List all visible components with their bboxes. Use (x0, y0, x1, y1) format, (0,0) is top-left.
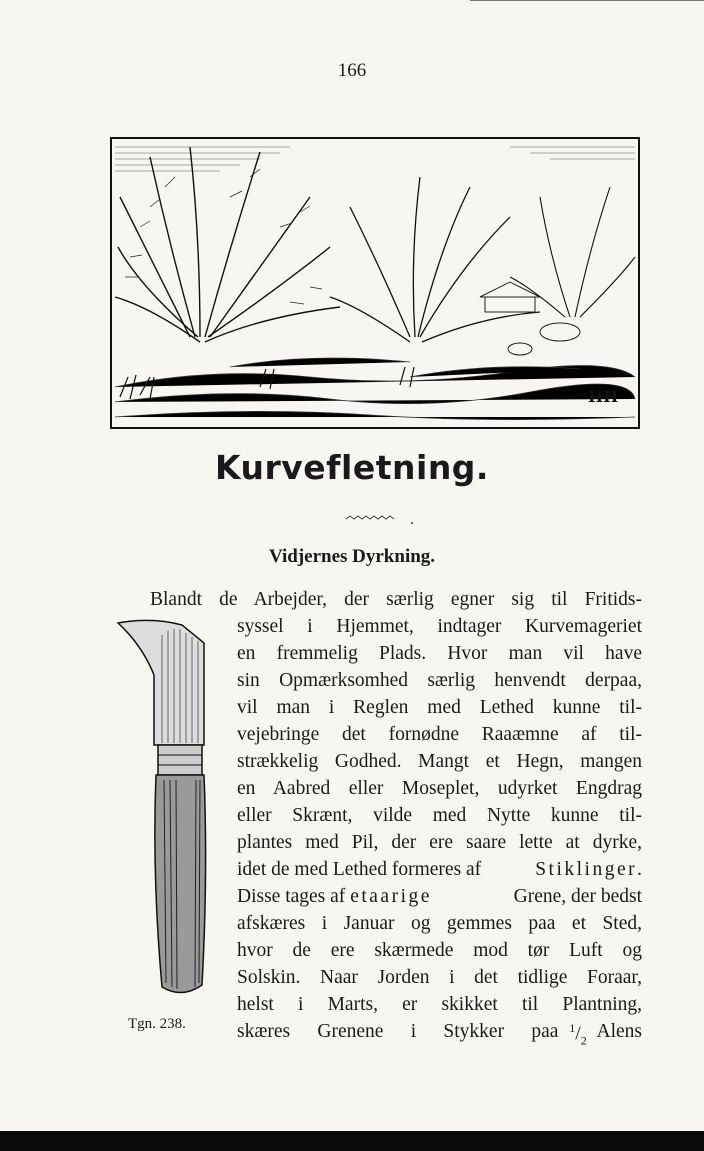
body-line: en Aabred eller Moseplet, udyrket Engdrag (237, 778, 642, 799)
chapter-title: Kurvefletning. (215, 448, 489, 487)
body-line: plantes med Pil, der ere saare lette at dyrke, (237, 832, 642, 853)
body-line (237, 887, 642, 907)
body-line: en fremmelig Plads. Hvor man vil have (237, 643, 642, 664)
top-edge-rule (470, 0, 704, 1)
body-line: vil man i Reglen med Lethed kunne til- (237, 697, 642, 718)
body-line-text: skæres Grenene i Stykker paa (237, 1021, 564, 1042)
engraving-signature: HH (588, 387, 619, 406)
fraction-numerator: 1 (569, 1021, 576, 1035)
scan-bottom-edge (0, 1131, 704, 1151)
fraction-denominator: 2 (580, 1033, 587, 1048)
body-line-text: Alens (592, 1021, 642, 1042)
fraction: $^1/_2$ (569, 1021, 587, 1048)
body-line: syssel i Hjemmet, indtager Kurvemageriet (237, 616, 642, 637)
body-line: Blandt de Arbejder, der særlig egner sig til Fritids- (150, 589, 642, 610)
body-line: strækkelig Godhed. Mangt et Hegn, mangen (237, 751, 642, 772)
body-line-text: idet de med Lethed formeres af (237, 859, 487, 880)
spaced-term: etaarige (350, 886, 432, 907)
body-line-text: Grene, der bedst (508, 886, 642, 907)
pruning-knife-illustration (112, 615, 214, 1005)
body-line: vejebringe det fornødne Raaæmne af til- (237, 724, 642, 745)
body-line: hvor de ere skærmede mod tør Luft og (237, 940, 642, 961)
body-line: helst i Marts, er skikket til Plantning, (237, 994, 642, 1015)
landscape-engraving (110, 137, 640, 429)
body-line (237, 860, 642, 880)
body-line: Solskin. Naar Jorden i det tidlige Foraar, (237, 967, 642, 988)
figure-caption: Tgn. 238. (128, 1016, 186, 1032)
body-line: afskæres i Januar og gemmes paa et Sted, (237, 913, 642, 934)
body-line (237, 1022, 642, 1046)
body-line-text: Disse tages af (237, 886, 351, 907)
decorative-flourish (344, 511, 414, 527)
section-heading: Vidjernes Dyrkning. (268, 546, 436, 567)
spaced-term: Stiklinger (535, 859, 638, 880)
page-number: 166 (337, 60, 367, 81)
body-line: eller Skrænt, vilde med Nytte kunne til- (237, 805, 642, 826)
body-line-text: . (637, 859, 642, 880)
body-line: sin Opmærksomhed særlig henvendt derpaa, (237, 670, 642, 691)
